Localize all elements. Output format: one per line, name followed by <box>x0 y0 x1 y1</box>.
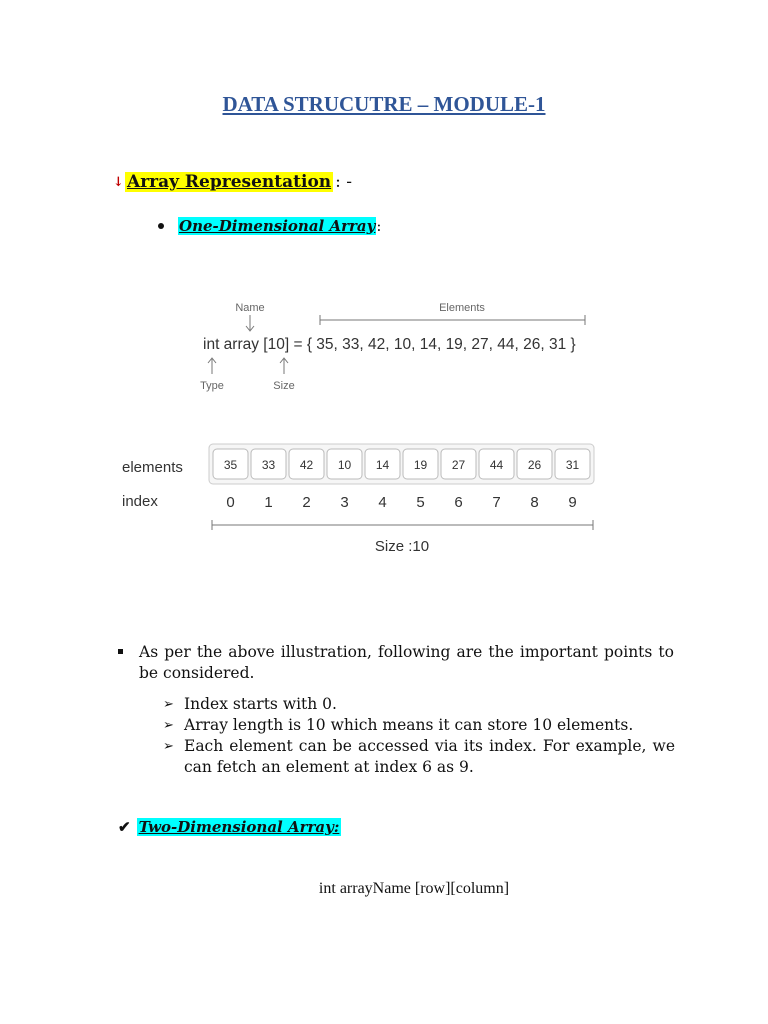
point-text: Index starts with 0. <box>184 695 337 713</box>
array-illustration <box>110 290 610 560</box>
one-dimensional-heading-text: One-Dimensional Array <box>179 217 376 235</box>
intro-point <box>118 642 674 684</box>
array-cell-value: 19 <box>413 458 428 472</box>
fig-type-label: Type <box>200 380 224 392</box>
check-mark-icon: ✔ <box>118 818 131 836</box>
array-index-value: 7 <box>492 494 501 511</box>
two-dimensional-syntax: int arrayName [row][column] <box>318 880 510 897</box>
array-cell-value: 26 <box>527 458 542 472</box>
square-bullet-icon <box>118 649 123 654</box>
arrowhead-bullet-icon: ➢ <box>163 697 174 712</box>
array-cell-value: 10 <box>337 458 352 472</box>
one-dimensional-heading-suffix: : <box>376 217 382 235</box>
fig-name-label: Name <box>235 302 265 314</box>
arrowhead-bullet-icon: ➢ <box>163 718 174 733</box>
point-item <box>163 694 675 715</box>
array-cell <box>403 449 438 479</box>
array-cell <box>289 449 324 479</box>
section-heading-suffix: : - <box>335 172 353 192</box>
array-cell-value: 42 <box>299 458 314 472</box>
array-index-value: 6 <box>454 494 463 511</box>
array-cell-value: 33 <box>261 458 276 472</box>
array-index-value: 9 <box>568 494 577 511</box>
fig-size-caption: Size :10 <box>374 538 430 555</box>
bullet-icon <box>158 223 164 229</box>
array-cell-value: 27 <box>451 458 466 472</box>
arrowhead-bullet-icon: ➢ <box>163 739 174 754</box>
document-title: DATA STRUCUTRE – MODULE-1 <box>222 92 546 116</box>
array-index-value: 5 <box>416 494 425 511</box>
fig-declaration: int array [10] = { 35, 33, 42, 10, 14, 19, 27, 44, 26, 31 } <box>203 336 576 353</box>
point-text: Each element can be accessed via its index. For example, we can fetch an element at index 6 as 9. <box>184 737 675 776</box>
array-index-value: 8 <box>530 494 539 511</box>
two-dimensional-heading-text: Two-Dimensional Array: <box>138 818 340 836</box>
intro-point-text: As per the above illustration, following are the important points to be considered. <box>139 643 674 682</box>
array-index-value: 0 <box>226 494 235 511</box>
array-index-value: 4 <box>378 494 387 511</box>
array-cell <box>479 449 514 479</box>
arrow-down-icon: ↓ <box>113 174 124 190</box>
section-heading <box>113 172 352 192</box>
array-cell <box>327 449 362 479</box>
one-dimensional-heading <box>158 217 381 235</box>
fig-row-index-label: index <box>122 493 158 510</box>
two-dimensional-heading <box>118 818 341 836</box>
array-cell-value: 31 <box>565 458 580 472</box>
point-item <box>163 736 675 778</box>
array-cell <box>517 449 552 479</box>
section-heading-text: Array Representation <box>127 172 332 192</box>
fig-row-elements-label: elements <box>122 459 183 476</box>
array-index-value: 2 <box>302 494 311 511</box>
fig-size-label: Size <box>273 380 295 392</box>
point-item <box>163 715 675 736</box>
point-text: Array length is 10 which means it can store 10 elements. <box>184 716 634 734</box>
array-cell <box>213 449 248 479</box>
array-cell <box>251 449 286 479</box>
array-index-value: 3 <box>340 494 349 511</box>
array-index-value: 1 <box>264 494 273 511</box>
array-cell-value: 35 <box>223 458 238 472</box>
array-cell <box>555 449 590 479</box>
fig-elements-label: Elements <box>439 302 485 314</box>
array-cell <box>441 449 476 479</box>
array-cell-value: 14 <box>375 458 390 472</box>
array-cell <box>365 449 400 479</box>
array-cell-value: 44 <box>489 458 504 472</box>
